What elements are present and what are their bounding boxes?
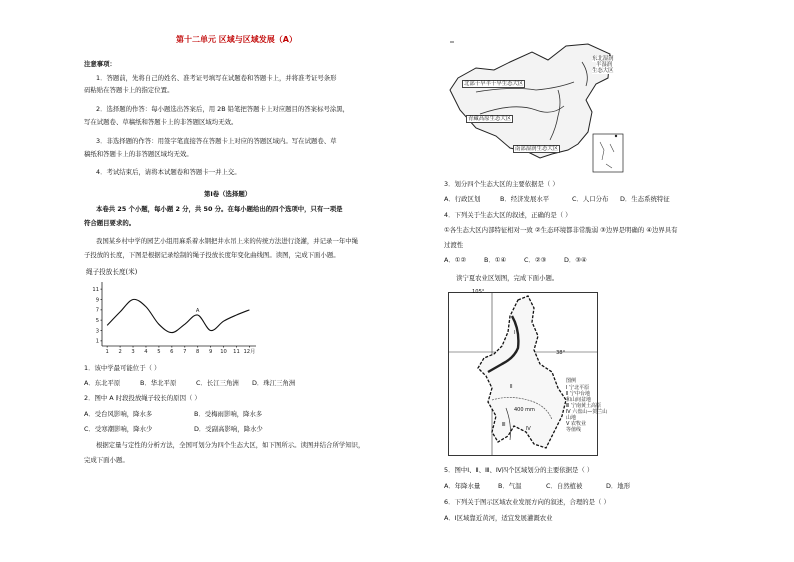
notice-line: 2．选择题的作答：每小题选出答案后，用 2B 铅笔把答题卡上对应题目的答案标号涂黑， — [96, 105, 350, 113]
q2-option-d: D．受副高影响，降水少 — [194, 425, 263, 433]
q3-option-a: A．行政区划 — [444, 195, 481, 203]
q5-option-b: B．气温 — [498, 482, 522, 490]
map-label-northeast: 生态大区 — [592, 68, 614, 74]
notice-line: 4．考试结束后，请将本试题卷和答题卡一并上交。 — [96, 168, 241, 176]
x-tick-label: 1 — [105, 349, 109, 355]
notice-line: 3．非选择题的作答：用签字笔直接答在答题卡上对应的答题区域内。写在试题卷、草 — [96, 137, 337, 145]
x-tick-label: 2 — [118, 349, 122, 355]
legend-item: 等值线 — [566, 427, 582, 433]
x-tick-label: 4 — [144, 349, 148, 355]
q4-option-c: C．②③ — [524, 256, 547, 264]
q4-option-d: D．③④ — [564, 256, 587, 264]
legend-item: 和山间盆地 — [566, 397, 592, 403]
svg-text:Ⅳ: Ⅳ — [526, 426, 531, 432]
question-3: 3．划分四个生态大区的主要依据是（ ） — [444, 180, 559, 188]
svg-text:Ⅲ: Ⅲ — [502, 422, 506, 428]
x-tick-label: 5 — [157, 349, 161, 355]
latitude-label: 38° — [556, 350, 566, 356]
annotation-label: A — [195, 308, 200, 314]
page-title: 第十二单元 区域与区域发展（A） — [176, 35, 297, 44]
series-line — [107, 299, 249, 332]
y-tick-label: 7 — [95, 307, 99, 314]
question-6: 6．下列关于图示区域农业发展方向的叙述，合理的是（ ） — [444, 498, 610, 506]
q3-option-c: C．人口分布 — [572, 195, 609, 203]
x-tick-label: 7 — [183, 349, 187, 355]
map-label-northeast: 半湿润 — [596, 62, 613, 68]
q5-option-a: A．年降水量 — [444, 482, 481, 490]
legend-item: 山地 — [566, 415, 577, 421]
q5-option-d: D．地形 — [606, 482, 631, 490]
map-label-northeast: 东北湿润 — [592, 56, 614, 62]
notice-line: 稿纸和答题卡上的非答题区域均无效。 — [84, 150, 193, 158]
q4-statements: 过渡性 — [444, 241, 464, 249]
q1-option-c: C．长江三角洲 — [196, 379, 239, 387]
q4-option-b: B．①④ — [484, 256, 507, 264]
q2-option-a: A．受台风影响，降水多 — [84, 410, 153, 418]
passage-text: 根据定量与定性的分析方法，全国可划分为四个生态大区，如下图所示。读图并结合所学知识， — [96, 441, 365, 449]
legend-title: 图例 — [566, 378, 577, 384]
q1-option-a: A．东北平原 — [84, 379, 121, 387]
x-tick-label: 11 — [233, 349, 240, 355]
x-tick-label: 9 — [208, 349, 213, 355]
rope-length-chart — [84, 278, 264, 360]
svg-text:Ⅰ: Ⅰ — [514, 330, 516, 336]
notice-line: 1．答题前，先将自己的姓名、准考证号填写在试题卷和答题卡上，并将准考证号条形 — [96, 74, 337, 82]
map-label-south-humid: 南部湿润生态大区 — [515, 146, 559, 152]
y-tick-label: 11 — [92, 286, 99, 293]
q6-option-a: A．Ⅰ区域靠近黄河，适宜发展灌溉农业 — [444, 514, 553, 522]
section-intro: 符合题目要求的。 — [84, 219, 136, 227]
legend-item: Ⅱ 宁中台地 — [566, 391, 591, 397]
question-5: 5．图中Ⅰ、Ⅱ、Ⅲ、Ⅳ四个区域划分的主要依据是（ ） — [444, 466, 594, 474]
legend-item: Ⅲ 宁南黄土高原 — [566, 403, 602, 409]
x-tick-label: 10 — [220, 349, 227, 355]
passage-text: 完成下面小题。 — [84, 456, 129, 464]
passage-text: 子投放的长度，下图是根据记录绘制的绳子投放长度年变化曲线图。读图，完成下面小题。 — [84, 251, 340, 259]
section-intro: 本卷共 25 个小题，每小题 2 分，共 50 分。在每小题给出的四个选项中，只有一项是 — [96, 205, 343, 213]
q1-option-b: B．华北平原 — [140, 379, 177, 387]
passage-text: 我国某乡村中学的园艺小组用麻系着水钢把井水吊上来的传统方法进行浇灌，并记录一年中绳 — [96, 237, 359, 245]
q3-option-d: D．生态系统特征 — [620, 195, 670, 203]
passage-text: 读宁夏农业区划图，完成下面小题。 — [456, 274, 559, 282]
question-2: 2．图中 A 时段投放绳子较长的原因（ ） — [84, 394, 201, 402]
legend-item: Ⅴ 农牧业 — [566, 421, 587, 427]
notice-heading: 注意事项： — [84, 60, 116, 68]
map-label-north-arid: 北部干旱半干旱生态大区 — [464, 81, 524, 87]
x-tick-label: 3 — [131, 349, 135, 355]
question-1: 1．该中学最可能位于（ ） — [84, 364, 161, 372]
chart-title: 绳子投放长度(米) — [86, 268, 138, 276]
q2-option-b: B．受梅雨影响，降水多 — [194, 410, 263, 418]
longitude-label: 105° — [472, 289, 485, 295]
q4-statements: ①各生态大区内部特征相对一致 ②生态环境都非常脆弱 ③边界是明确的 ④边界具有 — [444, 226, 678, 234]
y-tick-label: 1 — [95, 338, 99, 345]
q3-option-b: B．经济发展水平 — [500, 195, 550, 203]
map-label-tibet: 青藏高原生态大区 — [468, 116, 512, 122]
y-tick-label: 5 — [95, 317, 99, 324]
x-tick-label: 12月 — [243, 349, 256, 355]
question-4: 4．下列关于生态大区的叙述，正确的是（ ） — [444, 211, 572, 219]
x-tick-label: 8 — [196, 349, 200, 355]
q5-option-c: C．自然植被 — [546, 482, 583, 490]
isohyet-label: 400 mm — [514, 407, 535, 413]
notice-line: 写在试题卷、草稿纸和答题卡上的非答题区域均无效。 — [84, 118, 238, 126]
notice-line: 码粘贴在答题卡上的指定位置。 — [84, 86, 174, 94]
y-tick-label: 9 — [95, 297, 99, 304]
legend-item: Ⅳ 六盘山—贺兰山 — [566, 409, 608, 415]
svg-text:Ⅱ: Ⅱ — [510, 384, 513, 390]
section-heading: 第Ⅰ卷（选择题） — [204, 190, 252, 198]
legend-item: Ⅰ 宁北平原 — [566, 385, 590, 391]
y-tick-label: 3 — [95, 328, 99, 335]
x-tick-label: 6 — [170, 349, 174, 355]
q2-option-c: C．受寒潮影响，降水少 — [84, 425, 153, 433]
q4-option-a: A．①② — [444, 256, 467, 264]
q1-option-d: D．珠江三角洲 — [252, 379, 296, 387]
